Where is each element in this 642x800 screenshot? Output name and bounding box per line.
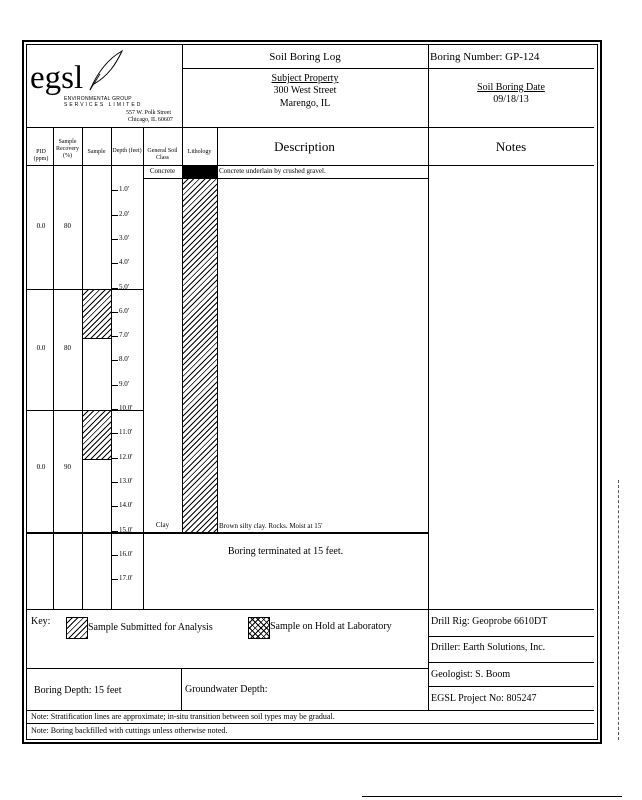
column-header-bottom-line — [27, 165, 594, 166]
column-header-pid: PID (ppm) — [33, 149, 49, 162]
column-header-depth: Depth (feet) — [112, 148, 142, 154]
depth-tick-label: 17.0' — [119, 574, 133, 582]
lithology-concrete-fill — [183, 166, 217, 178]
depth-tick-label: 1.0' — [119, 185, 130, 193]
depth-tick — [112, 190, 118, 191]
boring-date-label: Soil Boring Date — [477, 82, 545, 93]
company-address-1: 557 W. Polk Street — [126, 110, 172, 116]
description-clay: Brown silty clay. Rocks. Moist at 15' — [219, 522, 323, 530]
depth-tick — [112, 531, 118, 532]
boring-number: Boring Number: GP-124 — [430, 51, 540, 63]
driller: Driller: Earth Solutions, Inc. — [431, 642, 546, 653]
notes-top-line — [27, 710, 594, 711]
company-tagline-2: SERVICES LIMITED — [64, 102, 143, 108]
column-header-sample: Sample — [87, 149, 106, 155]
boring-terminated-note: Boring terminated at 15 feet. — [227, 546, 344, 557]
column-header-lithology: Lithology — [187, 149, 212, 155]
col-line-lithology — [217, 128, 218, 533]
column-header-soil-class: General Soil Class — [147, 148, 178, 161]
pid-value-2: 0.0 — [36, 344, 46, 352]
company-logo: egsl — [30, 60, 84, 96]
depth-tick-label: 5.0' — [119, 283, 130, 291]
depth-tick — [112, 409, 118, 410]
depth-tick-label: 7.0' — [119, 331, 130, 339]
depth-tick — [112, 579, 118, 580]
depth-tick-label: 8.0' — [119, 355, 130, 363]
footer-line-c — [27, 668, 428, 669]
column-header-notes: Notes — [495, 139, 527, 154]
depth-tick — [112, 239, 118, 240]
depth-tick — [112, 506, 118, 507]
sample-submitted-box-1 — [83, 290, 111, 339]
footer-line-a — [428, 636, 594, 637]
depth-tick-label: 4.0' — [119, 258, 130, 266]
depth-tick — [112, 215, 118, 216]
key-top-line — [27, 609, 594, 610]
boring-date-value: 09/18/13 — [493, 94, 529, 105]
depth-tick-label: 9.0' — [119, 380, 130, 388]
groundwater-depth: Groundwater Depth: — [185, 684, 268, 695]
lithology-clay-hatch — [183, 179, 217, 532]
depth-tick — [112, 482, 118, 483]
company-tagline-1: ENVIRONMENTAL GROUP — [64, 96, 132, 102]
drill-rig: Drill Rig: Geoprobe 6610DT — [431, 616, 548, 627]
notes-mid-line — [27, 723, 594, 724]
depth-tick-label: 2.0' — [119, 210, 130, 218]
depth-tick-label: 12.0' — [119, 453, 133, 461]
col-line-pid — [53, 128, 54, 609]
col-line-depth — [143, 128, 144, 609]
depth-tick-label: 13.0' — [119, 477, 133, 485]
depth-tick-label: 10.0' — [119, 404, 133, 412]
note-stratification: Note: Stratification lines are approximate; in-situ transition between soil types may be gradual. — [31, 712, 335, 721]
key-hold-label: Sample on Hold at Laboratory — [270, 621, 392, 632]
scan-line-bottom — [362, 796, 622, 797]
quill-feather-icon — [86, 48, 126, 92]
depth-tick — [112, 312, 118, 313]
depth-tick-label: 3.0' — [119, 234, 130, 242]
pid-value-3: 0.0 — [36, 463, 46, 471]
description-concrete: Concrete underlain by crushed gravel. — [219, 167, 326, 175]
pid-value-1: 0.0 — [36, 222, 46, 230]
boring-end-line — [27, 532, 428, 534]
key-hold-swatch — [248, 617, 270, 639]
recovery-value-3: 90 — [64, 463, 71, 471]
soil-class-clay: Clay — [155, 521, 170, 529]
key-label: Key: — [31, 616, 51, 627]
footer-line-d — [428, 686, 594, 687]
footer-vline — [181, 668, 182, 710]
depth-tick — [112, 458, 118, 459]
soil-class-concrete: Concrete — [149, 167, 176, 175]
log-title: Soil Boring Log — [269, 51, 341, 63]
depth-tick — [112, 360, 118, 361]
property-street: 300 West Street — [273, 85, 337, 96]
depth-tick-label: 6.0' — [119, 307, 130, 315]
col-line-sample — [111, 128, 112, 609]
recovery-value-1: 80 — [64, 222, 71, 230]
geologist: Geologist: S. Boom — [431, 669, 511, 680]
depth-tick — [112, 336, 118, 337]
scan-mark-right — [618, 480, 619, 740]
footer-line-b — [428, 662, 594, 663]
depth-tick-label: 14.0' — [119, 501, 133, 509]
subject-property-label: Subject Property — [271, 73, 339, 84]
key-submitted-label: Sample Submitted for Analysis — [88, 622, 213, 633]
depth-tick-label: 11.0' — [119, 428, 133, 436]
recovery-value-2: 80 — [64, 344, 71, 352]
header-bottom-line — [27, 127, 594, 128]
column-header-recovery: Sample Recovery (%) — [56, 139, 79, 159]
depth-tick-label: 16.0' — [119, 550, 133, 558]
depth-tick — [112, 263, 118, 264]
depth-tick — [112, 288, 118, 289]
boring-depth: Boring Depth: 15 feet — [34, 685, 122, 696]
header-divider — [182, 68, 594, 69]
key-submitted-swatch — [66, 617, 88, 639]
depth-tick-label: 15.0' — [119, 526, 133, 534]
sample-submitted-box-2 — [83, 411, 111, 460]
company-address-2: Chicago, IL 60607 — [128, 117, 173, 123]
depth-tick — [112, 385, 118, 386]
col-line-recovery — [82, 128, 83, 609]
depth-tick — [112, 433, 118, 434]
project-number: EGSL Project No: 805247 — [431, 693, 537, 704]
depth-tick — [112, 555, 118, 556]
note-backfill: Note: Boring backfilled with cuttings unless otherwise noted. — [31, 726, 228, 735]
property-city: Marengo, IL — [279, 98, 331, 109]
column-header-description: Description — [274, 139, 335, 154]
